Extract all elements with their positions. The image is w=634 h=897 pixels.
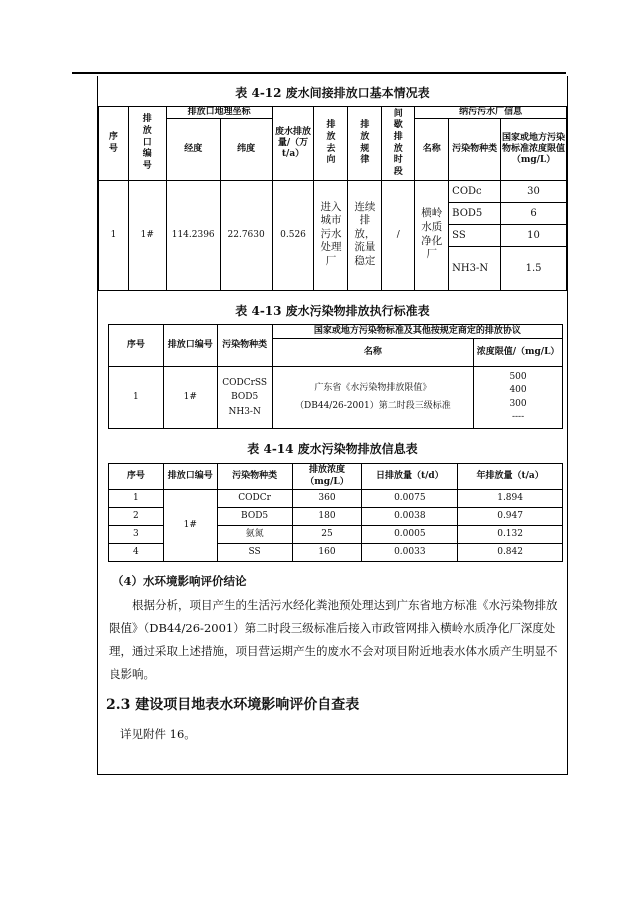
t12-header-amount: 废水排放量/（万t/a）: [272, 107, 314, 181]
t14-annual: 0.132: [458, 526, 563, 544]
t12-header-lon: 经度: [166, 119, 220, 181]
t12-pollutant-3: NH3-N: [449, 247, 501, 291]
t14-conc: 180: [292, 508, 362, 526]
t14-header-seq: 序号: [109, 464, 164, 490]
t12-cell-seq: 1: [99, 181, 129, 291]
t12-cell-direction: 进入城市污水处理厂: [314, 181, 348, 291]
t12-limit-2: 10: [501, 225, 567, 247]
t13-pollutant: BOD5: [231, 392, 259, 403]
t12-header-seq: 序号: [99, 107, 129, 181]
t13-limit: ----: [511, 412, 525, 422]
table-4-12-title: 表 4-12 废水间接排放口基本情况表: [235, 86, 430, 100]
t12-pollutant-2: SS: [449, 225, 501, 247]
t13-cell-seq: 1: [109, 367, 164, 429]
t14-seq: 4: [109, 544, 164, 562]
table-4-14: [108, 463, 563, 562]
t14-daily: 0.0005: [362, 526, 458, 544]
t12-cell-outlet: 1#: [128, 181, 166, 291]
t14-annual: 0.842: [458, 544, 563, 562]
t14-seq: 1: [109, 490, 164, 508]
t12-header-direction: 排放去向: [314, 107, 348, 181]
t12-header-period: 间歇排放时段: [382, 107, 415, 181]
t14-header-pollutant: 污染物种类: [217, 464, 292, 490]
document-frame: [97, 76, 568, 775]
t12-cell-lon: 114.2396: [166, 181, 220, 291]
t12-header-rule: 排放规律: [348, 107, 382, 181]
t12-header-outlet: 排放口编号: [128, 107, 166, 181]
t12-cell-lat: 22.7630: [220, 181, 272, 291]
t14-annual: 1.894: [458, 490, 563, 508]
t13-cell-limits: [474, 367, 563, 429]
section-2-3-heading: 2.3 建设项目地表水环境影响评价自查表: [106, 697, 360, 713]
t12-limit-3: 1.5: [501, 247, 567, 291]
t13-cell-outlet: 1#: [163, 367, 217, 429]
t12-header-name: 名称: [415, 119, 449, 181]
conclusion-paragraph: 根据分析，项目产生的生活污水经化粪池预处理达到广东省地方标准《水污染物排放限值》（DB44/26-2001）第二时段三级标准后接入市政管网排入横岭水质净化厂深度处理，通过采取上述措施，项目营运期产生的废水不会对项目附近地表水体水质产生明显不良影响。: [109, 598, 558, 681]
t14-seq: 2: [109, 508, 164, 526]
t13-standard-line: 广东省《水污染物排放限值》: [314, 383, 432, 394]
t13-header-outlet: 排放口编号: [163, 325, 217, 367]
t12-header-lat: 纬度: [220, 119, 272, 181]
t14-conc: 160: [292, 544, 362, 562]
t12-header-pollutant: 污染物种类: [449, 119, 501, 181]
t12-pollutant-1: BOD5: [449, 203, 501, 225]
t14-header-daily: 日排放量（t/d）: [362, 464, 458, 490]
t14-header-conc: 排放浓度（mg/L）: [292, 464, 362, 490]
table-4-14-title: 表 4-14 废水污染物排放信息表: [247, 442, 418, 456]
t13-standard-line: （DB44/26-2001）第二时段三级标准: [295, 400, 451, 411]
t13-pollutant: CODCrSS: [222, 377, 268, 388]
t14-daily: 0.0075: [362, 490, 458, 508]
table-4-13-title: 表 4-13 废水污染物排放执行标准表: [235, 304, 430, 318]
t12-cell-plant-name: 横岭水质净化厂: [415, 181, 449, 291]
t14-header-annual: 年排放量（t/a）: [458, 464, 563, 490]
table-row: [109, 490, 563, 508]
t13-cell-standard: [272, 367, 473, 429]
t12-header-plant: 纳污污水厂信息: [415, 107, 567, 119]
t12-cell-amount: 0.526: [272, 181, 314, 291]
t12-header-limit: 国家或地方污染物标准浓度限值（mg/L）: [501, 119, 567, 181]
t14-header-outlet: 排放口编号: [163, 464, 217, 490]
t14-pollutant: SS: [217, 544, 292, 562]
t14-pollutant: BOD5: [217, 508, 292, 526]
table-4-13: [108, 324, 563, 429]
t13-header-pollutant: 污染物种类: [217, 325, 272, 367]
t12-cell-rule: 连续排放，流量稳定: [348, 181, 382, 291]
t14-conc: 25: [292, 526, 362, 544]
table-4-12: [98, 106, 567, 291]
t14-cell-outlet: 1#: [163, 490, 217, 562]
t14-daily: 0.0038: [362, 508, 458, 526]
t14-daily: 0.0033: [362, 544, 458, 562]
t14-conc: 360: [292, 490, 362, 508]
t12-limit-0: 30: [501, 181, 567, 203]
top-rule: [72, 72, 566, 74]
t12-pollutant-0: CODc: [449, 181, 501, 203]
t14-seq: 3: [109, 526, 164, 544]
t13-limit: 500: [509, 371, 527, 382]
t13-limit: 400: [509, 385, 527, 395]
section-4-heading: （4）水环境影响评价结论: [112, 574, 247, 588]
t13-pollutant: NH3-N: [228, 406, 261, 417]
t13-header-seq: 序号: [109, 325, 164, 367]
t12-cell-period: /: [382, 181, 415, 291]
t13-header-protocol: 国家或地方污染物标准及其他按规定商定的排放协议: [272, 325, 562, 339]
t14-pollutant: 氨氮: [217, 526, 292, 544]
t13-header-limit: 浓度限值/（mg/L）: [474, 339, 563, 367]
appendix-note: 详见附件 16。: [120, 727, 196, 741]
t13-header-name: 名称: [272, 339, 473, 367]
t12-header-geo: 排放口地理坐标: [166, 107, 272, 119]
t12-limit-1: 6: [501, 203, 567, 225]
t14-pollutant: CODCr: [217, 490, 292, 508]
t14-annual: 0.947: [458, 508, 563, 526]
t13-limit: 300: [509, 398, 527, 409]
t13-cell-pollutants: [217, 367, 272, 429]
